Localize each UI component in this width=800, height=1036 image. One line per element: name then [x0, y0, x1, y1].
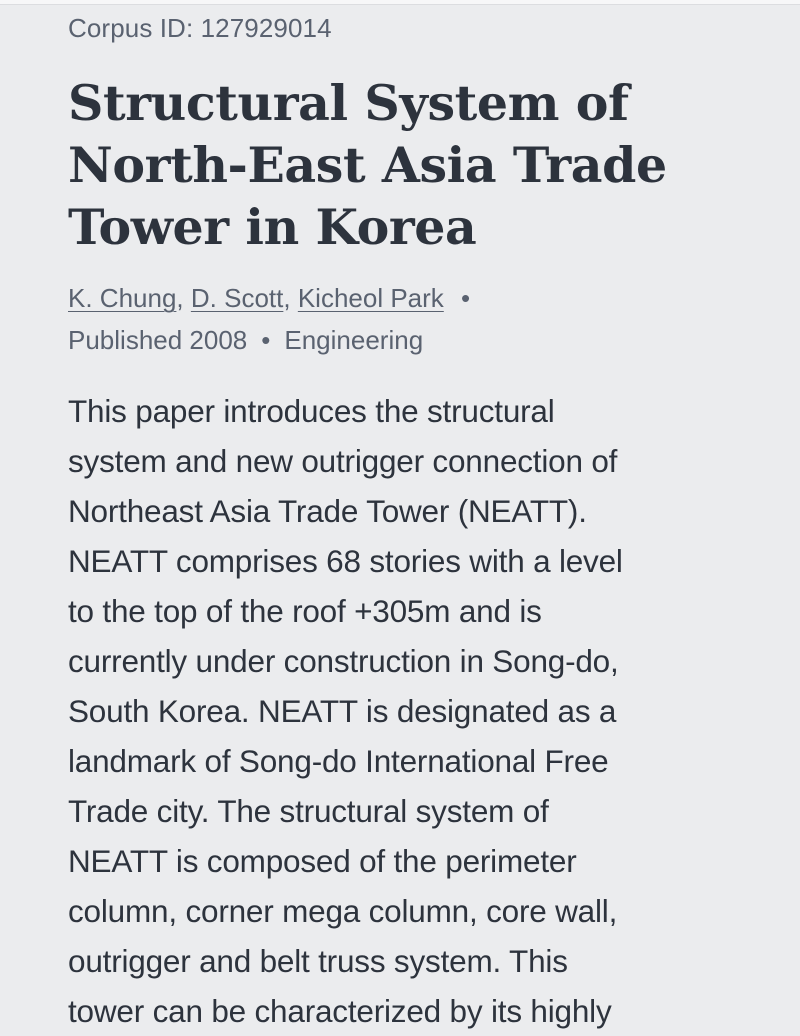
bullet-separator: • — [261, 325, 271, 355]
paper-title: Structural System of North-East Asia Trade Tower in Korea — [68, 74, 667, 256]
abstract-line: currently under construction in Song-do, — [68, 643, 619, 679]
abstract-line: to the top of the roof +305m and is — [68, 593, 542, 629]
abstract-line: South Korea. NEATT is designated as a — [68, 693, 617, 729]
abstract-line: Trade city. The structural system of — [68, 793, 549, 829]
author-separator: , — [176, 283, 184, 313]
author-link-kicheol-park[interactable]: Kicheol Park — [297, 283, 444, 313]
abstract-line: column, corner mega column, core wall, — [68, 893, 618, 929]
abstract-line: NEATT is composed of the perimeter — [68, 843, 577, 879]
abstract-line: Northeast Asia Trade Tower (NEATT). — [68, 493, 587, 529]
abstract-line: landmark of Song-do International Free — [68, 743, 609, 779]
published-year: Published 2008 — [68, 325, 248, 355]
author-link-d-scott[interactable]: D. Scott — [190, 283, 284, 313]
abstract-line: system and new outrigger connection of — [68, 443, 618, 479]
field-of-study: Engineering — [284, 325, 424, 355]
author-separator: , — [283, 283, 291, 313]
author-list — [68, 282, 476, 314]
bullet-separator: • — [461, 283, 471, 313]
top-edge-divider — [0, 0, 800, 5]
abstract-line: tower can be characterized by its highly — [68, 993, 612, 1029]
abstract-line: NEATT comprises 68 stories with a level — [68, 543, 623, 579]
corpus-id: Corpus ID: 127929014 — [68, 13, 332, 43]
publication-meta — [68, 324, 423, 356]
abstract-line: This paper introduces the structural — [68, 393, 555, 429]
author-link-k-chung[interactable]: K. Chung — [68, 283, 177, 313]
abstract-text — [68, 386, 748, 1036]
abstract-line: outrigger and belt truss system. This — [68, 943, 568, 979]
